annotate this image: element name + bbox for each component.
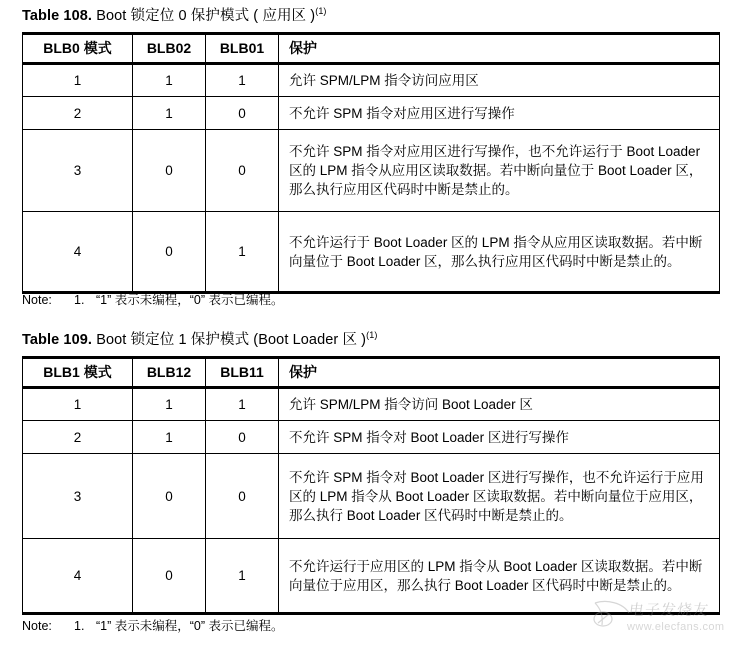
table-note-109: [22, 618, 284, 635]
table-head-108: [23, 34, 720, 64]
cell-mode: 2: [23, 97, 133, 130]
table-row: [23, 539, 720, 614]
table-row: [23, 130, 720, 212]
column-header-protection: 保护: [279, 358, 720, 388]
cell-mode: 3: [23, 454, 133, 539]
table-caption-text-108: Boot 锁定位 0 保护模式 ( 应用区 ): [96, 8, 316, 24]
table-header-row: [23, 34, 720, 64]
table-row: [23, 212, 720, 293]
table-row: [23, 388, 720, 421]
watermark-url: www.elecfans.com: [627, 621, 725, 633]
cell-blb02: 0: [133, 212, 206, 293]
cell-blb02: 0: [133, 130, 206, 212]
cell-blb11: 0: [206, 421, 279, 454]
cell-mode: 1: [23, 64, 133, 97]
note-text: “1” 表示未编程，“0” 表示已编程。: [96, 619, 284, 633]
cell-protection: 不允许 SPM 指令对 Boot Loader 区进行写操作: [279, 421, 720, 454]
table-row: [23, 97, 720, 130]
table-row: [23, 454, 720, 539]
note-text: “1” 表示未编程，“0” 表示已编程。: [96, 293, 284, 307]
cell-protection: 不允许运行于应用区的 LPM 指令从 Boot Loader 区读取数据。若中断向量位于应用区，那么执行 Boot Loader 区代码时中断是禁止的。: [279, 539, 720, 614]
table-body-109: [23, 388, 720, 614]
cell-blb11: 1: [206, 388, 279, 421]
table-caption-footnote-marker-108: (1): [315, 6, 327, 17]
cell-protection: 不允许 SPM 指令对应用区进行写操作，也不允许运行于 Boot Loader 区的 LPM 指令从应用区读取数据。若中断向量位于 Boot Loader 区，那么执行应用区代码时中断是禁止的。: [279, 130, 720, 212]
cell-blb01: 0: [206, 130, 279, 212]
table-caption-footnote-marker-109: (1): [366, 330, 378, 341]
cell-mode: 3: [23, 130, 133, 212]
boot-lock-bit-0-table: [22, 32, 720, 294]
cell-blb02: 1: [133, 97, 206, 130]
cell-mode: 4: [23, 539, 133, 614]
table-row: [23, 421, 720, 454]
cell-blb12: 1: [133, 388, 206, 421]
table-caption-label-109: Table 109.: [22, 332, 93, 348]
cell-protection: 允许 SPM/LPM 指令访问 Boot Loader 区: [279, 388, 720, 421]
column-header-blb0-mode: BLB0 模式: [23, 34, 133, 64]
cell-blb11: 0: [206, 454, 279, 539]
table-caption-label-108: Table 108.: [22, 8, 93, 24]
cell-protection: 不允许 SPM 指令对 Boot Loader 区进行写操作，也不允许运行于应用区的 LPM 指令从 Boot Loader 区读取数据。若中断向量位于应用区，那么执行 Boot Loader 区代码时中断是禁止的。: [279, 454, 720, 539]
note-number: 1.: [74, 619, 85, 633]
cell-mode: 4: [23, 212, 133, 293]
table-body-108: [23, 64, 720, 293]
cell-blb02: 1: [133, 64, 206, 97]
cell-blb01: 0: [206, 97, 279, 130]
table-header-row: [23, 358, 720, 388]
table-caption-109: [22, 330, 719, 350]
column-header-blb01: BLB01: [206, 34, 279, 64]
column-header-protection: 保护: [279, 34, 720, 64]
table-block-109: [22, 330, 719, 615]
note-label: Note:: [22, 293, 52, 307]
table-caption-text-109: Boot 锁定位 1 保护模式 (Boot Loader 区 ): [96, 332, 367, 348]
cell-mode: 2: [23, 421, 133, 454]
cell-blb12: 0: [133, 539, 206, 614]
cell-blb12: 1: [133, 421, 206, 454]
cell-protection: 允许 SPM/LPM 指令访问应用区: [279, 64, 720, 97]
cell-blb01: 1: [206, 64, 279, 97]
column-header-blb12: BLB12: [133, 358, 206, 388]
watermark-brand: 电子发烧友: [627, 603, 710, 619]
cell-blb11: 1: [206, 539, 279, 614]
cell-protection: 不允许运行于 Boot Loader 区的 LPM 指令从应用区读取数据。若中断向量位于 Boot Loader 区，那么执行应用区代码时中断是禁止的。: [279, 212, 720, 293]
cell-mode: 1: [23, 388, 133, 421]
cell-protection: 不允许 SPM 指令对应用区进行写操作: [279, 97, 720, 130]
table-row: [23, 64, 720, 97]
cell-blb12: 0: [133, 454, 206, 539]
column-header-blb02: BLB02: [133, 34, 206, 64]
table-caption-108: [22, 6, 719, 26]
table-note-108: [22, 292, 284, 309]
note-label: Note:: [22, 619, 52, 633]
table-head-109: [23, 358, 720, 388]
column-header-blb1-mode: BLB1 模式: [23, 358, 133, 388]
cell-blb01: 1: [206, 212, 279, 293]
note-number: 1.: [74, 293, 85, 307]
column-header-blb11: BLB11: [206, 358, 279, 388]
table-block-108: [22, 6, 719, 294]
boot-lock-bit-1-table: [22, 356, 720, 615]
